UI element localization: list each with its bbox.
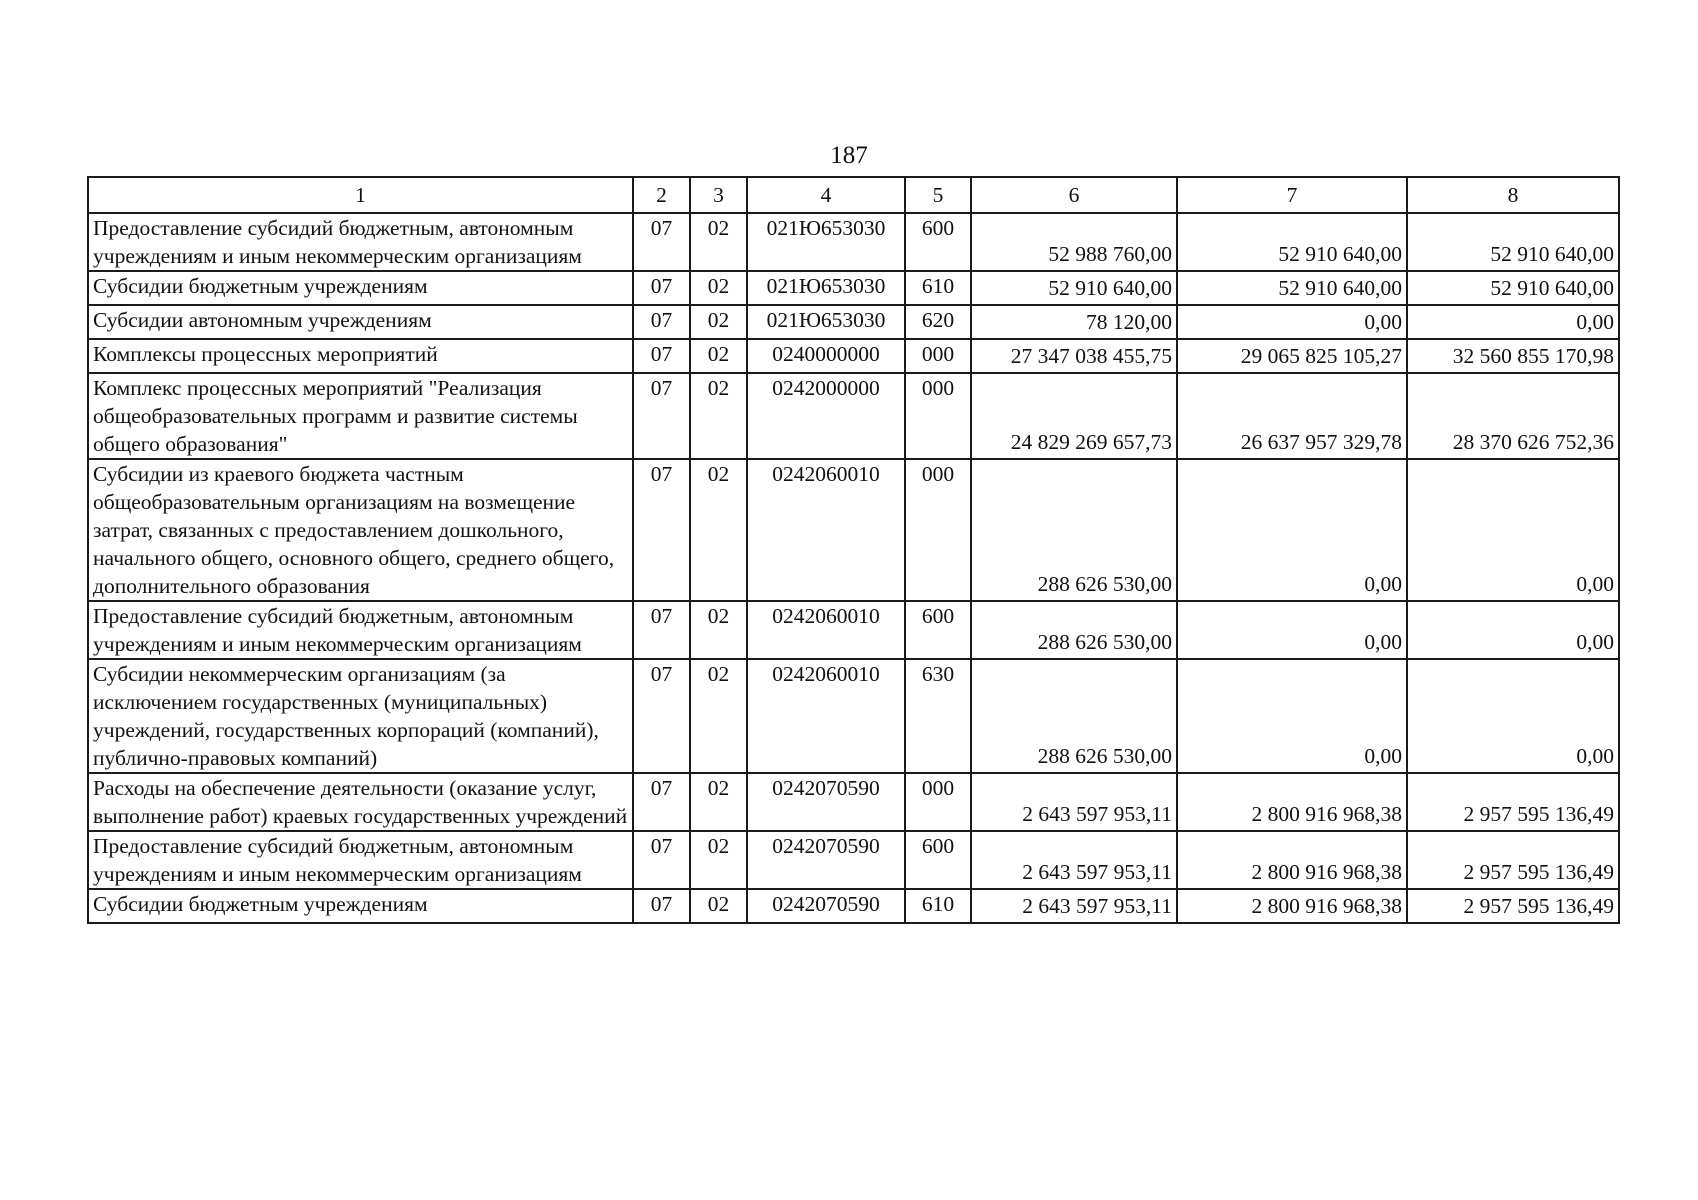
target-article-cell: 0242070590 (747, 889, 905, 923)
target-article-cell: 0242070590 (747, 773, 905, 831)
amount-cell-col8 (1407, 213, 1619, 271)
amount-cell-col7 (1177, 339, 1407, 373)
amount-value: 29 065 825 105,27 (1240, 344, 1402, 368)
amount-cell-col7 (1177, 601, 1407, 659)
amount-value: 0,00 (1364, 310, 1402, 334)
amount-value: 28 370 626 752,36 (1452, 430, 1614, 454)
expense-type-cell: 600 (905, 213, 971, 271)
section-code-cell: 07 (633, 831, 690, 889)
amount-value: 0,00 (1576, 310, 1614, 334)
target-article-cell: 021Ю653030 (747, 271, 905, 305)
amount-cell-col7 (1177, 831, 1407, 889)
amount-value: 2 643 597 953,11 (1022, 894, 1172, 918)
amount-cell-col8 (1407, 459, 1619, 601)
expense-type-cell: 630 (905, 659, 971, 773)
amount-value: 2 800 916 968,38 (1251, 860, 1402, 884)
section-code-cell: 07 (633, 889, 690, 923)
amount-cell-col6 (971, 373, 1177, 459)
target-article-cell: 0242000000 (747, 373, 905, 459)
expense-type-cell: 000 (905, 339, 971, 373)
amount-value: 2 800 916 968,38 (1251, 802, 1402, 826)
table-row (88, 271, 1619, 305)
amount-value: 52 910 640,00 (1490, 276, 1614, 300)
expense-type-cell: 620 (905, 305, 971, 339)
amount-cell-col8 (1407, 889, 1619, 923)
amount-cell-col8 (1407, 373, 1619, 459)
header-cell: 2 (633, 177, 690, 213)
amount-value: 24 829 269 657,73 (1010, 430, 1172, 454)
row-name-cell: Комплексы процессных мероприятий (88, 339, 633, 373)
amount-cell-col7 (1177, 271, 1407, 305)
section-code-cell: 07 (633, 659, 690, 773)
amount-cell-col8 (1407, 773, 1619, 831)
expense-type-cell: 000 (905, 773, 971, 831)
subsection-code-cell: 02 (690, 601, 747, 659)
section-code-cell: 07 (633, 459, 690, 601)
page-number: 187 (830, 142, 868, 169)
expense-type-cell: 610 (905, 889, 971, 923)
row-name-cell: Субсидии некоммерческим организациям (за исключением государственных (муниципальных) учреждений, государственных корпораций (компаний), публично-правовых компаний) (88, 659, 633, 773)
amount-cell-col8 (1407, 831, 1619, 889)
amount-value: 26 637 957 329,78 (1240, 430, 1402, 454)
table-row (88, 601, 1619, 659)
target-article-cell: 0242060010 (747, 459, 905, 601)
amount-value: 2 643 597 953,11 (1022, 802, 1172, 826)
amount-cell-col6 (971, 305, 1177, 339)
amount-cell-col8 (1407, 271, 1619, 305)
row-name-cell: Субсидии автономным учреждениям (88, 305, 633, 339)
expense-type-cell: 610 (905, 271, 971, 305)
subsection-code-cell: 02 (690, 659, 747, 773)
amount-value: 78 120,00 (1086, 310, 1172, 334)
amount-cell-col7 (1177, 659, 1407, 773)
amount-cell-col6 (971, 831, 1177, 889)
amount-cell-col7 (1177, 889, 1407, 923)
amount-value: 2 957 595 136,49 (1463, 860, 1614, 884)
amount-cell-col6 (971, 459, 1177, 601)
target-article-cell: 0242060010 (747, 659, 905, 773)
amount-value: 52 910 640,00 (1048, 276, 1172, 300)
header-cell: 7 (1177, 177, 1407, 213)
amount-cell-col8 (1407, 339, 1619, 373)
table-row (88, 659, 1619, 773)
section-code-cell: 07 (633, 213, 690, 271)
table-row (88, 831, 1619, 889)
row-name-cell: Предоставление субсидий бюджетным, автономным учреждениям и иным некоммерческим организациям (88, 213, 633, 271)
amount-cell-col7 (1177, 373, 1407, 459)
amount-value: 52 910 640,00 (1278, 276, 1402, 300)
subsection-code-cell: 02 (690, 373, 747, 459)
header-cell: 3 (690, 177, 747, 213)
row-name-cell: Предоставление субсидий бюджетным, автономным учреждениям и иным некоммерческим организациям (88, 831, 633, 889)
table-row (88, 459, 1619, 601)
amount-cell-col6 (971, 601, 1177, 659)
amount-cell-col8 (1407, 659, 1619, 773)
section-code-cell: 07 (633, 601, 690, 659)
amount-cell-col7 (1177, 773, 1407, 831)
row-name-cell: Комплекс процессных мероприятий "Реализация общеобразовательных программ и развитие системы общего образования" (88, 373, 633, 459)
target-article-cell: 0242060010 (747, 601, 905, 659)
table-row (88, 213, 1619, 271)
target-article-cell: 021Ю653030 (747, 305, 905, 339)
amount-cell-col6 (971, 271, 1177, 305)
amount-cell-col6 (971, 213, 1177, 271)
section-code-cell: 07 (633, 271, 690, 305)
amount-value: 27 347 038 455,75 (1010, 344, 1172, 368)
header-cell: 8 (1407, 177, 1619, 213)
header-cell: 5 (905, 177, 971, 213)
amount-value: 0,00 (1364, 744, 1402, 768)
amount-value: 2 957 595 136,49 (1463, 802, 1614, 826)
section-code-cell: 07 (633, 305, 690, 339)
amount-cell-col7 (1177, 305, 1407, 339)
amount-value: 32 560 855 170,98 (1452, 344, 1614, 368)
amount-value: 0,00 (1364, 572, 1402, 596)
row-name-cell: Субсидии бюджетным учреждениям (88, 271, 633, 305)
amount-cell-col7 (1177, 213, 1407, 271)
budget-table (87, 176, 1620, 924)
header-cell: 1 (88, 177, 633, 213)
section-code-cell: 07 (633, 373, 690, 459)
table-row (88, 305, 1619, 339)
amount-value: 2 643 597 953,11 (1022, 860, 1172, 884)
subsection-code-cell: 02 (690, 889, 747, 923)
subsection-code-cell: 02 (690, 339, 747, 373)
row-name-cell: Расходы на обеспечение деятельности (оказание услуг, выполнение работ) краевых государственных учреждений (88, 773, 633, 831)
row-name-cell: Субсидии бюджетным учреждениям (88, 889, 633, 923)
expense-type-cell: 600 (905, 601, 971, 659)
row-name-cell: Предоставление субсидий бюджетным, автономным учреждениям и иным некоммерческим организациям (88, 601, 633, 659)
amount-value: 52 910 640,00 (1278, 242, 1402, 266)
amount-value: 2 957 595 136,49 (1463, 894, 1614, 918)
expense-type-cell: 600 (905, 831, 971, 889)
subsection-code-cell: 02 (690, 271, 747, 305)
amount-value: 52 910 640,00 (1490, 242, 1614, 266)
header-cell: 6 (971, 177, 1177, 213)
amount-cell-col8 (1407, 305, 1619, 339)
header-row (88, 177, 1619, 213)
subsection-code-cell: 02 (690, 213, 747, 271)
amount-value: 288 626 530,00 (1037, 572, 1172, 596)
amount-cell-col7 (1177, 459, 1407, 601)
table-row (88, 373, 1619, 459)
amount-value: 2 800 916 968,38 (1251, 894, 1402, 918)
amount-value: 0,00 (1576, 630, 1614, 654)
target-article-cell: 021Ю653030 (747, 213, 905, 271)
target-article-cell: 0240000000 (747, 339, 905, 373)
amount-cell-col6 (971, 659, 1177, 773)
amount-value: 0,00 (1576, 744, 1614, 768)
amount-value: 0,00 (1364, 630, 1402, 654)
header-cell: 4 (747, 177, 905, 213)
amount-value: 0,00 (1576, 572, 1614, 596)
target-article-cell: 0242070590 (747, 831, 905, 889)
row-name-cell: Субсидии из краевого бюджета частным общеобразовательным организациям на возмещение затрат, связанных с предоставлением дошкольного, начального общего, основного общего, среднего общего, дополнительного образования (88, 459, 633, 601)
section-code-cell: 07 (633, 773, 690, 831)
amount-cell-col8 (1407, 601, 1619, 659)
subsection-code-cell: 02 (690, 459, 747, 601)
amount-value: 288 626 530,00 (1037, 744, 1172, 768)
section-code-cell: 07 (633, 339, 690, 373)
amount-cell-col6 (971, 773, 1177, 831)
expense-type-cell: 000 (905, 373, 971, 459)
amount-value: 288 626 530,00 (1037, 630, 1172, 654)
table-row (88, 889, 1619, 923)
subsection-code-cell: 02 (690, 305, 747, 339)
table-row (88, 773, 1619, 831)
table-row (88, 339, 1619, 373)
subsection-code-cell: 02 (690, 773, 747, 831)
amount-cell-col6 (971, 889, 1177, 923)
amount-value: 52 988 760,00 (1048, 242, 1172, 266)
subsection-code-cell: 02 (690, 831, 747, 889)
amount-cell-col6 (971, 339, 1177, 373)
expense-type-cell: 000 (905, 459, 971, 601)
